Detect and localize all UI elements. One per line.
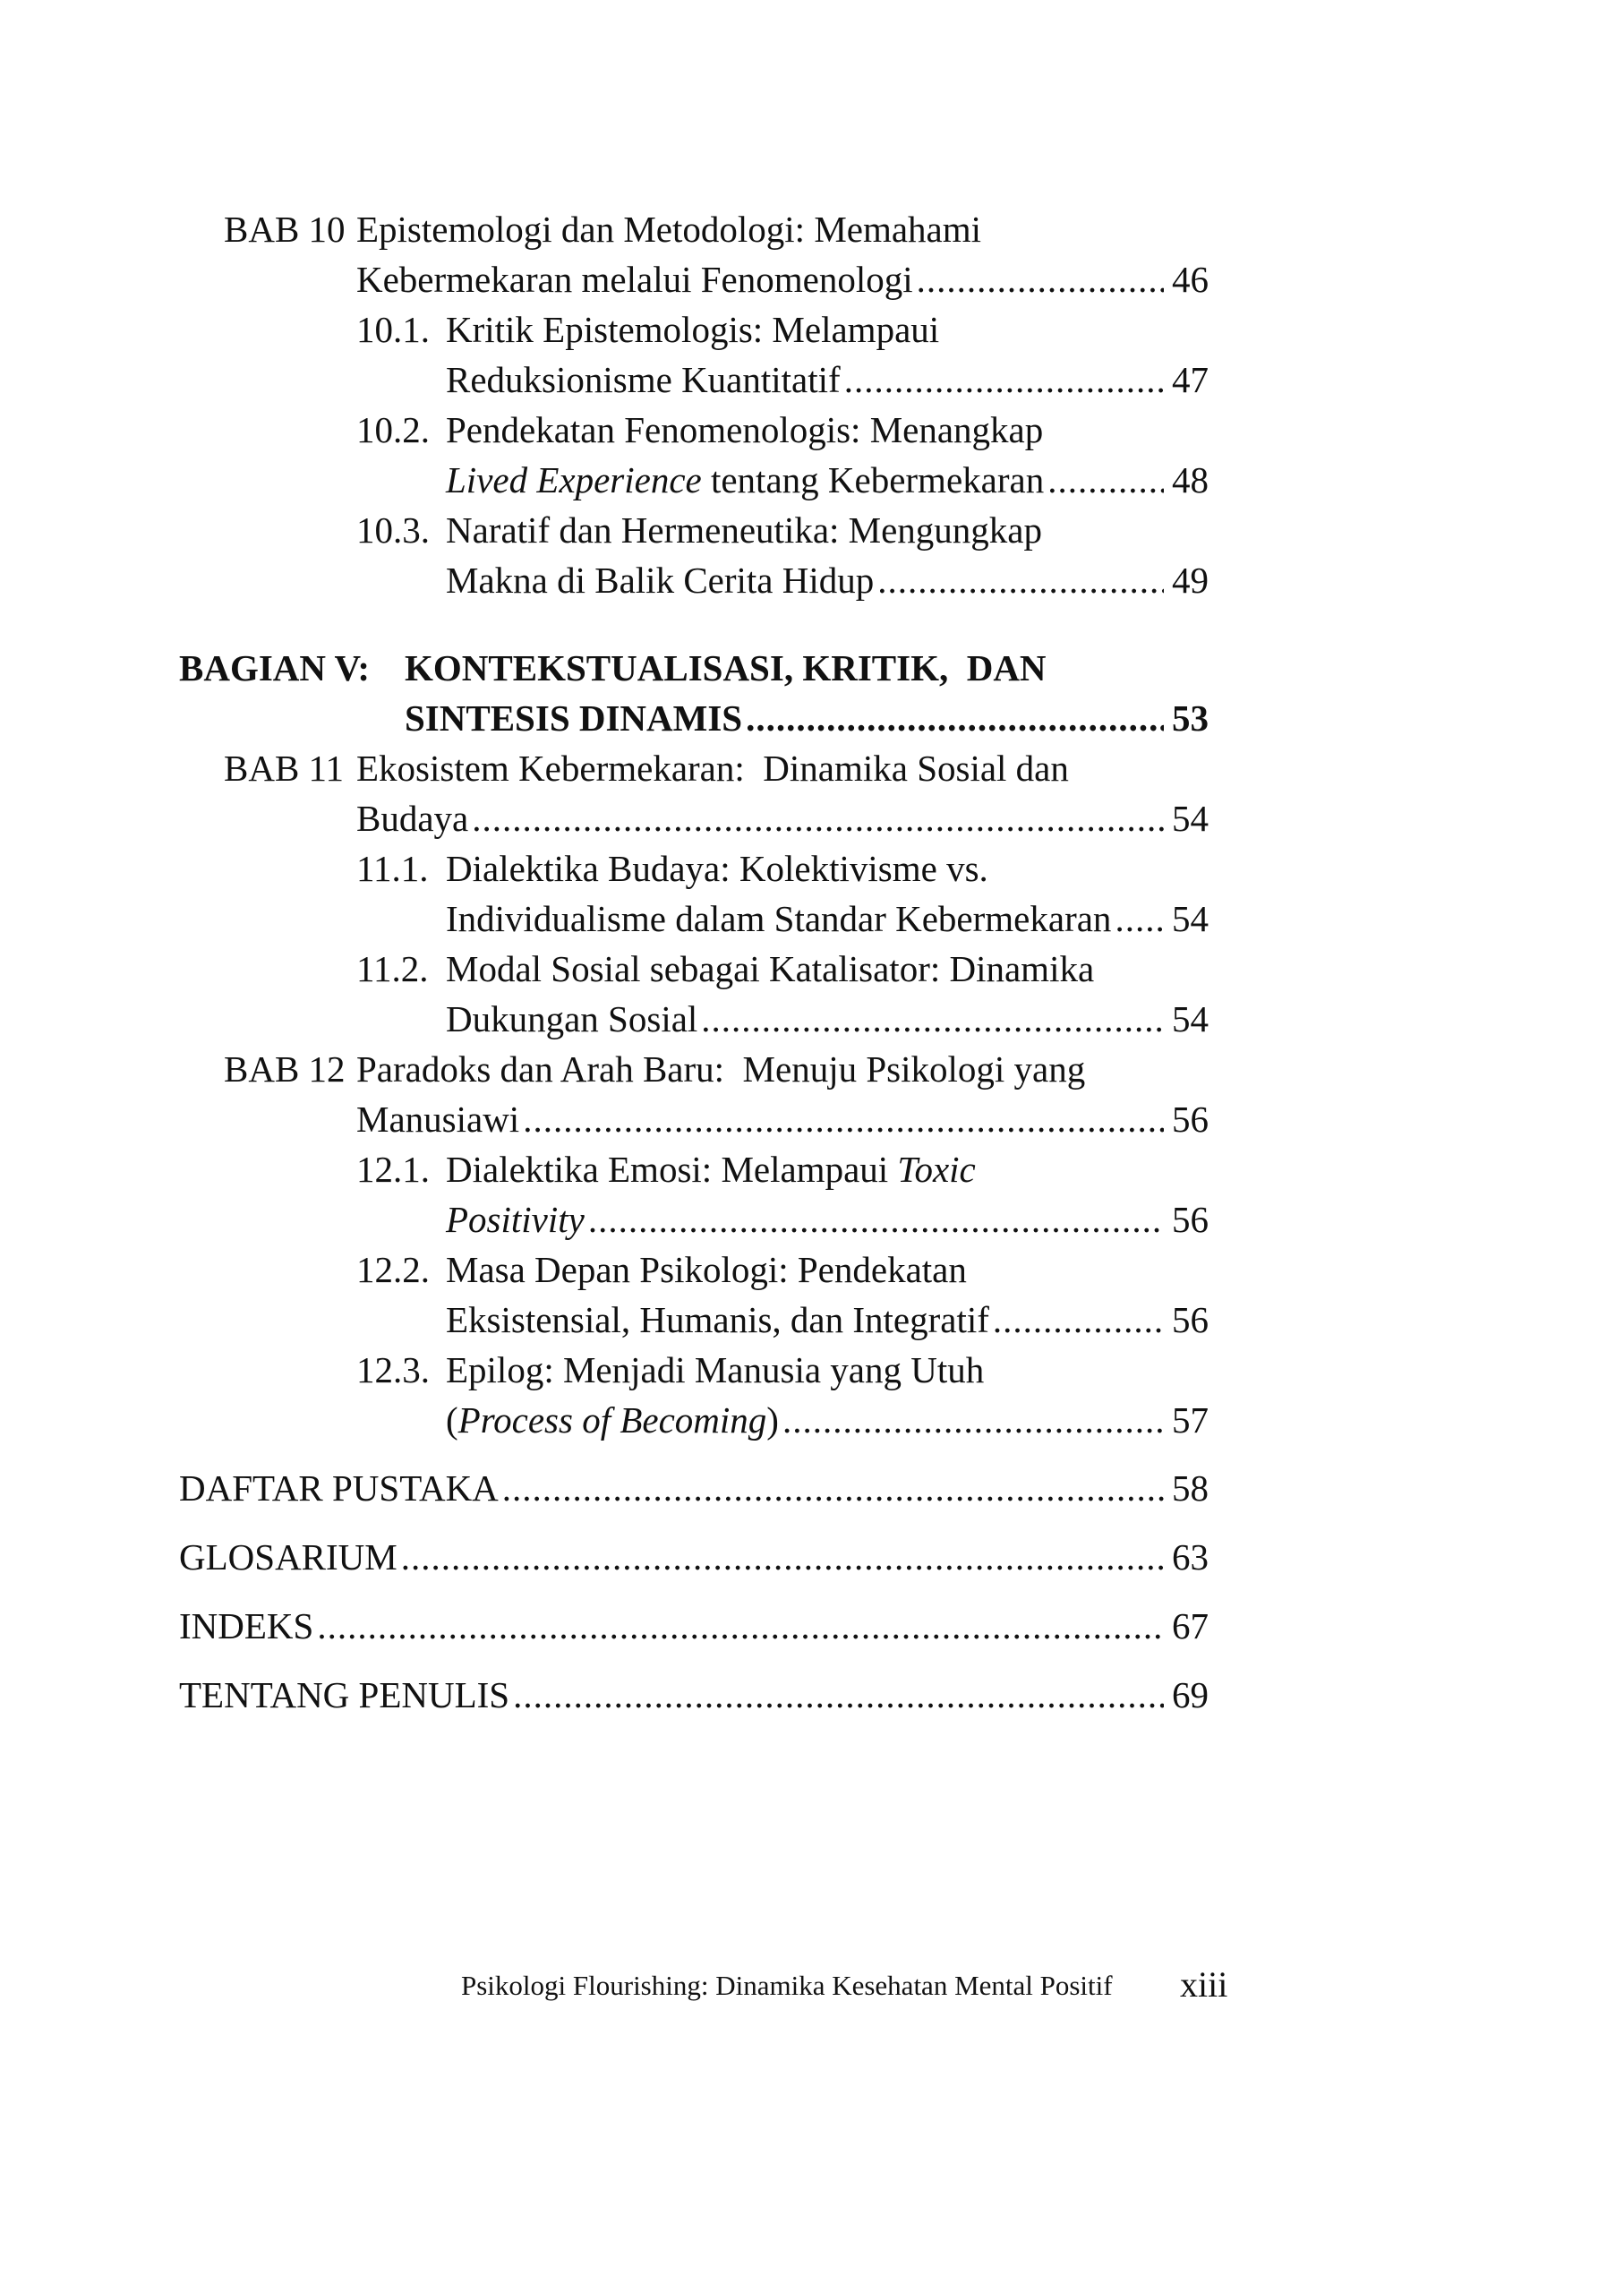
section-title-line2 [446, 1194, 585, 1244]
page-footer [0, 1959, 1624, 2013]
section-title-line1: Dialektika Budaya: Kolektivisme vs. [446, 848, 988, 889]
dot-leader [844, 355, 1164, 405]
toc-bab12-heading [224, 1044, 1085, 1094]
dot-leader [1047, 455, 1164, 505]
toc-part-heading [179, 643, 1047, 693]
paren-close: ) [766, 1399, 779, 1441]
section-title-line1: Kritik Epistemologis: Melampaui [446, 309, 940, 350]
section-title-line1: Pendekatan Fenomenologis: Menangkap [446, 409, 1044, 450]
toc-bab11-heading [224, 743, 1069, 793]
page-number: 47 [1172, 359, 1209, 400]
toc-section-11-1 [356, 843, 988, 894]
italic-term: Positivity [446, 1199, 585, 1240]
chapter-label: BAB 10 [224, 209, 346, 250]
entry-title: GLOSARIUM [179, 1536, 397, 1578]
running-footer-title: Psikologi Flourishing: Dinamika Kesehatan Mental Positif [461, 1970, 1113, 2001]
section-title-line2 [446, 1395, 779, 1445]
chapter-label: BAB 12 [224, 1048, 346, 1090]
page-number: 57 [1172, 1399, 1209, 1441]
page-number: 54 [1172, 998, 1209, 1039]
section-title-line1 [446, 1144, 976, 1194]
toc-section-12-2 [356, 1244, 967, 1295]
toc-glosarium [179, 1532, 1209, 1582]
page-number: 53 [1172, 697, 1209, 739]
section-number: 12.1. [356, 1149, 430, 1190]
toc-section-11-1-cont [446, 894, 1209, 944]
italic-term: Lived Experience [446, 459, 702, 500]
section-title-line2: Makna di Balik Cerita Hidup [446, 560, 875, 601]
dot-leader [513, 1670, 1164, 1720]
dot-leader [588, 1194, 1164, 1244]
section-number: 11.2. [356, 948, 429, 989]
toc-section-10-2 [356, 405, 1043, 455]
page-number: 46 [1172, 259, 1209, 300]
toc-section-12-1 [356, 1144, 976, 1194]
toc-bab10-heading [224, 204, 981, 254]
toc-tentang-penulis [179, 1670, 1209, 1720]
section-title-line2: Reduksionisme Kuantitatif [446, 359, 841, 400]
section-number: 12.2. [356, 1249, 430, 1290]
chapter-title-line2: Manusiawi [356, 1099, 520, 1140]
page-number: 69 [1172, 1674, 1209, 1715]
section-title-line2 [446, 455, 1044, 505]
dot-leader [782, 1395, 1164, 1445]
toc-section-11-2 [356, 944, 1094, 994]
dot-leader [472, 793, 1164, 843]
entry-title: DAFTAR PUSTAKA [179, 1467, 499, 1509]
toc-section-10-3 [356, 505, 1042, 555]
toc-section-12-3-cont [446, 1395, 1209, 1445]
page-number: 49 [1172, 560, 1209, 601]
footer-page-number: xiii [1180, 1964, 1228, 2005]
page-number: 54 [1172, 898, 1209, 939]
dot-leader [993, 1295, 1164, 1345]
dot-leader [502, 1463, 1164, 1513]
section-title-line1: Naratif dan Hermeneutika: Mengungkap [446, 509, 1043, 551]
entry-title: INDEKS [179, 1605, 314, 1646]
section-title-line1: Masa Depan Psikologi: Pendekatan [446, 1249, 967, 1290]
toc-section-10-1 [356, 304, 939, 355]
page-number: 63 [1172, 1536, 1209, 1578]
paren-open: ( [446, 1399, 458, 1441]
toc-indeks [179, 1601, 1209, 1651]
toc-section-10-3-cont [446, 555, 1209, 605]
section-number: 11.1. [356, 848, 429, 889]
toc-section-10-1-cont [446, 355, 1209, 405]
toc-section-12-2-cont [446, 1295, 1209, 1345]
section-title-line2: Eksistensial, Humanis, dan Integratif [446, 1299, 989, 1340]
section-title-text: Dialektika Emosi: Melampaui [446, 1149, 898, 1190]
section-number: 10.3. [356, 509, 430, 551]
toc-section-12-3 [356, 1345, 984, 1395]
section-title-line1: Epilog: Menjadi Manusia yang Utuh [446, 1349, 985, 1390]
page-number: 56 [1172, 1099, 1209, 1140]
chapter-label: BAB 11 [224, 748, 345, 789]
dot-leader [1115, 894, 1164, 944]
toc-section-11-2-cont [446, 994, 1209, 1044]
part-title-line2: SINTESIS DINAMIS [405, 697, 743, 739]
italic-term: Toxic [897, 1149, 976, 1190]
toc-bab11-heading-cont [356, 793, 1209, 843]
italic-term: Process of Becoming [457, 1399, 767, 1441]
section-number: 10.1. [356, 309, 430, 350]
chapter-title-line1: Ekosistem Kebermekaran: Dinamika Sosial dan [356, 748, 1069, 789]
dot-leader [401, 1532, 1164, 1582]
page-number: 58 [1172, 1467, 1209, 1509]
dot-leader [701, 994, 1164, 1044]
toc-part-heading-cont [405, 693, 1209, 743]
dot-leader [917, 254, 1164, 304]
section-number: 12.3. [356, 1349, 430, 1390]
toc-bab12-heading-cont [356, 1094, 1209, 1144]
part-label: BAGIAN V: [179, 647, 371, 688]
entry-title: TENTANG PENULIS [179, 1674, 510, 1715]
section-title-line2: Individualisme dalam Standar Kebermekaran [446, 898, 1112, 939]
chapter-title-line1: Epistemologi dan Metodologi: Memahami [356, 209, 982, 250]
section-title-line2: Dukungan Sosial [446, 998, 698, 1039]
section-title-line1: Modal Sosial sebagai Katalisator: Dinamika [446, 948, 1095, 989]
part-title-line1: KONTEKSTUALISASI, KRITIK, DAN [405, 647, 1047, 688]
dot-leader [523, 1094, 1164, 1144]
section-title-rest: tentang Kebermekaran [701, 459, 1045, 500]
chapter-title-line2: Budaya [356, 798, 469, 839]
page-number: 54 [1172, 798, 1209, 839]
page-number: 56 [1172, 1299, 1209, 1340]
toc-bab10-heading-cont [356, 254, 1209, 304]
page-number: 48 [1172, 459, 1209, 500]
page-number: 56 [1172, 1199, 1209, 1240]
chapter-title-line2: Kebermekaran melalui Fenomenologi [356, 259, 913, 300]
toc-section-12-1-cont [446, 1194, 1209, 1244]
section-number: 10.2. [356, 409, 430, 450]
page-number: 67 [1172, 1605, 1209, 1646]
dot-leader [877, 555, 1164, 605]
toc-section-10-2-cont [446, 455, 1209, 505]
toc-daftar-pustaka [179, 1463, 1209, 1513]
dot-leader [746, 693, 1164, 743]
dot-leader [317, 1601, 1164, 1651]
chapter-title-line1: Paradoks dan Arah Baru: Menuju Psikologi yang [356, 1048, 1086, 1090]
